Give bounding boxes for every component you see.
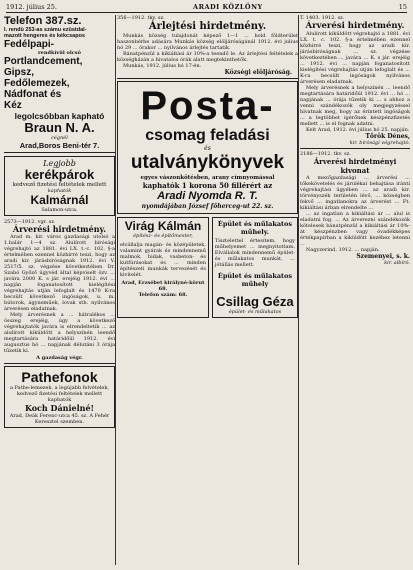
kaphatok-text: kaphatók [47, 188, 72, 194]
posta-heading: Posta- [140, 84, 275, 128]
arlejtes-body: Munkás község tulajdonát képező 1—1 ... hold földterület haszonbérbe adására Munkás község elöljáróságánál 1912. évi julius hó 29 ... órakor ... nyilvános árlejtés tartatik. [117, 33, 298, 51]
braun-subtitle: cégnél [51, 135, 68, 141]
header-title: ARADI KÖZLÖNY [193, 3, 263, 11]
ad-big-line-4: Fedőlemezek, [4, 78, 70, 89]
notice-body-2: Mely árverésnek a ... hátralékos ... összeg erejéig, úgy a következő végrehajtatók javára is elrendeltetik ... az alulírott kiküldött a helyszínén leendő megtartására határidőül 1912. évi augusztus hó ... napjának délutáni 3 órája tűzetik ki. [4, 312, 115, 354]
ad-big-line-6: Kéz [4, 100, 22, 111]
nyomda-address: nyomdájában József főherceg-ut 22. sz. [141, 203, 274, 210]
notice-date: Kelt Arad, 1912. évi július hó 25. napján. [306, 127, 410, 133]
ad-line-2: mazott hengeres és kékcsapos [4, 33, 86, 39]
notice-heading: Árverési hirdetmény. [12, 224, 107, 234]
divider [300, 148, 410, 149]
virag-telefon: Telefon szám: 68. [138, 292, 188, 298]
column-rule-1 [115, 15, 116, 565]
csillag-subtitle: épület- és műlakatos [228, 309, 282, 315]
kalmar-subtitle: Salamon-utca. [41, 207, 78, 213]
notice-ref: 2573—1912. vgr. sz. [4, 219, 56, 225]
braun-advertisement [4, 15, 115, 153]
ad-line-1: I. rendü 253-as számu ezüstdal- [4, 27, 87, 33]
koch-address: Arad, Deák Ferenc-utca 45. sz. A Fehér Keresztel szemben. [9, 413, 110, 425]
column-rule-2 [298, 15, 299, 565]
es-text: és [204, 145, 211, 152]
ad-big-line-1: Fedélpapi- [4, 39, 55, 50]
arlejtes-heading: Árlejtési hirdetmény. [148, 21, 267, 32]
posta-advertisement [117, 81, 298, 214]
legjobb-text: Legjobb [43, 159, 76, 168]
notice-body-2: Mely árverésnek a helyszínén ... leendő megtartására határidőül 1912. évi ... hó ... napjának ... órája tűzetik ki ... s ahhoz a venni szándékozók oly megjegyzéssel hivatnak meg, hogy az érintett ingóságok ... a legtöbbet ígérőnek készpénzfizetés mellett ... is el fognak adatni. [300, 85, 410, 127]
csomag-text: csomag feladási [145, 127, 270, 144]
notice-signature-title: kir. bírósági végrehajtó. [349, 140, 410, 146]
divider [4, 363, 115, 364]
arlejtes-date: Munkás, 1912. július hó 17-én. [123, 63, 202, 69]
notice-signature: Tőrök Dénes, [365, 133, 410, 140]
divider [117, 78, 298, 79]
notice-body-4: ... az ingatlan a kikiáltási ár ... alul is eladatni fog. ... Az árverezni szándékozók kötelesek bánatpénzül a kikiáltási ár 10%-át készpénzben vagy óvadékképes értékpapírban a kiküldött kezéhez letenni ... [300, 211, 410, 247]
csillag-name: Csillag Géza [216, 294, 294, 309]
notice-signature-2: Szemenyei, s. k. [356, 253, 410, 260]
pathefonok-text: Pathefonok [21, 369, 98, 385]
braun-name: Braun N. A. [24, 120, 95, 135]
bottom-ads-row [117, 217, 298, 321]
notice-heading-2: Árverési hirdetményi kivonat [313, 157, 397, 175]
epulet-body: Tisztelettel értesítem, hogy műhelyemet ... megnyitottam. Elvállalok mindennemű épület- és műlakatos munkát, ... jótállás mellett. [214, 238, 295, 268]
ad-small-line: rendkívül olcsó [38, 50, 81, 56]
csillag-advertisement [212, 217, 298, 318]
ad-big-line-5: Nádfonat és [4, 89, 62, 100]
virag-name: Virág Kálmán [124, 219, 202, 233]
kaphatok-price: kaphatók 1 korona 50 fillérért az [142, 181, 273, 190]
notice-date-2: Nagyzerind, 1912. ... napján. [306, 247, 380, 253]
virag-address: Arad, Erzsébet királyné-körut 68. [121, 280, 205, 292]
braun-address: Arad,Boros Beni-tér 7. [19, 141, 100, 150]
notice-body-3: A mezőgazdasági ... árverési ... tőkekövetelés és járulékai behajtása iránti végrehajtási ügyében ... az aradi kir. törvényszék területén lévő, ... községben fekvő ... ingatlanokra az árverést ... Ft. kikiáltási árban elrendelte ... [300, 175, 410, 211]
utalvany-text: utalványkönyvek [130, 152, 285, 173]
kerekparok-text: kerékpárok [24, 167, 95, 182]
notice-body: Alulírott kiküldött végrehajtó a 1881. évi LX. t. c. 102. §-a értelmében ezennel közhírré teszi, hogy az aradi kir. járásbíróságnak ... sz. végzése következtében ... javára ... K. s jár. erejéig ... 1912. évi ... napján foganatosított kielégítési végrehajtás utján lefoglalt és ... K-ra becsült ingóságok nyilvános árverésen eladatnak. [300, 31, 410, 85]
pathefon-body: a Pathe-lemezek, a legújabb felvételek, kedvező fizetési feltételek mellett kaphatók [9, 385, 110, 403]
notice-sign: A gazdaság végr. [36, 355, 83, 361]
virag-advertisement [117, 217, 209, 318]
header-date: 1912. július 25. [6, 3, 57, 11]
notice-body: Arad m. kir. város gazdasági utolsó a 1.halár 1—4 sz. Alulírott bírósági végrehajtó az 1881. évi LX. t.-c. 102. §-a értelmében ezennel közhírré teszi, hogy az aradi kir. járásbíróságnak 1912. évi V. 2517/5. sz. végzése következtében Dr. Szabó Győző ügyvéd által képviselt özv. ... javára 2000 K. s jár. erejéig 1912. évi ... napján foganatosított kielégítési végrehajtás utján lefoglalt és 1470 K-ra becsült következő ingóságok, u. m. bútorok, ágyneműek, lovak stb. nyilvános árverésen eladatnak. [4, 234, 115, 312]
virag-body: elvállalja magán- és középületek, valamint gyárak és mindennemű malmok, hidak, vasbeton- és kutfúrásokat és ... minden építészeti munkák tervezését és kivitelét. [120, 242, 206, 278]
koch-name: Koch Dánielné! [24, 403, 95, 413]
notice-ref-2: 2186—1912. tkv. sz. [300, 151, 351, 157]
ad-big-line-2: Portlandcement, [4, 56, 83, 67]
egyes-text: egyes vászonkötésben, arany címnyomással [140, 175, 275, 181]
pathefon-advertisement [4, 366, 115, 428]
kedvezo-text: kedvező fizetési feltételek mellett [12, 182, 107, 188]
notice-heading: Árverési hirdetmény. [305, 21, 405, 31]
epulet-heading-2: Épület és műlakatos műhely [217, 272, 293, 288]
arlejtes-body-2: Bánatpénzül a kikiáltási ár 10%-a teendő le. Az árlejtési feltételek a községházán a hivatalos órák alatt megtekinthetők. [117, 51, 298, 63]
virag-subtitle: építész- és építőmester, [133, 233, 193, 239]
header-page-number: 15 [398, 3, 407, 11]
legolcsobb-text: legolcsóbban kapható [14, 111, 105, 121]
notice-signature-title-2: kir. albíró. [384, 260, 410, 266]
column-middle [117, 15, 298, 565]
kalmarnal-text: Kalmárnál [30, 193, 89, 207]
telefon-heading: Telefon 387.sz. [4, 15, 82, 27]
notice-ref: T. 1403. 1912. sz. [300, 15, 345, 21]
page-header [6, 3, 407, 13]
arlejtes-ref: 356—1912. tkv. sz. [117, 15, 165, 21]
nyomda-name: Aradi Nyomda R. T. [157, 190, 258, 202]
kozseg-signature: Községi elöljáróság. [224, 69, 292, 76]
kalmar-advertisement [4, 156, 115, 216]
epulet-heading: Épület és műlakatos műhely. [217, 220, 293, 236]
column-right [300, 15, 410, 565]
column-left [4, 15, 115, 565]
ad-big-line-3: Gipsz, [4, 67, 35, 78]
